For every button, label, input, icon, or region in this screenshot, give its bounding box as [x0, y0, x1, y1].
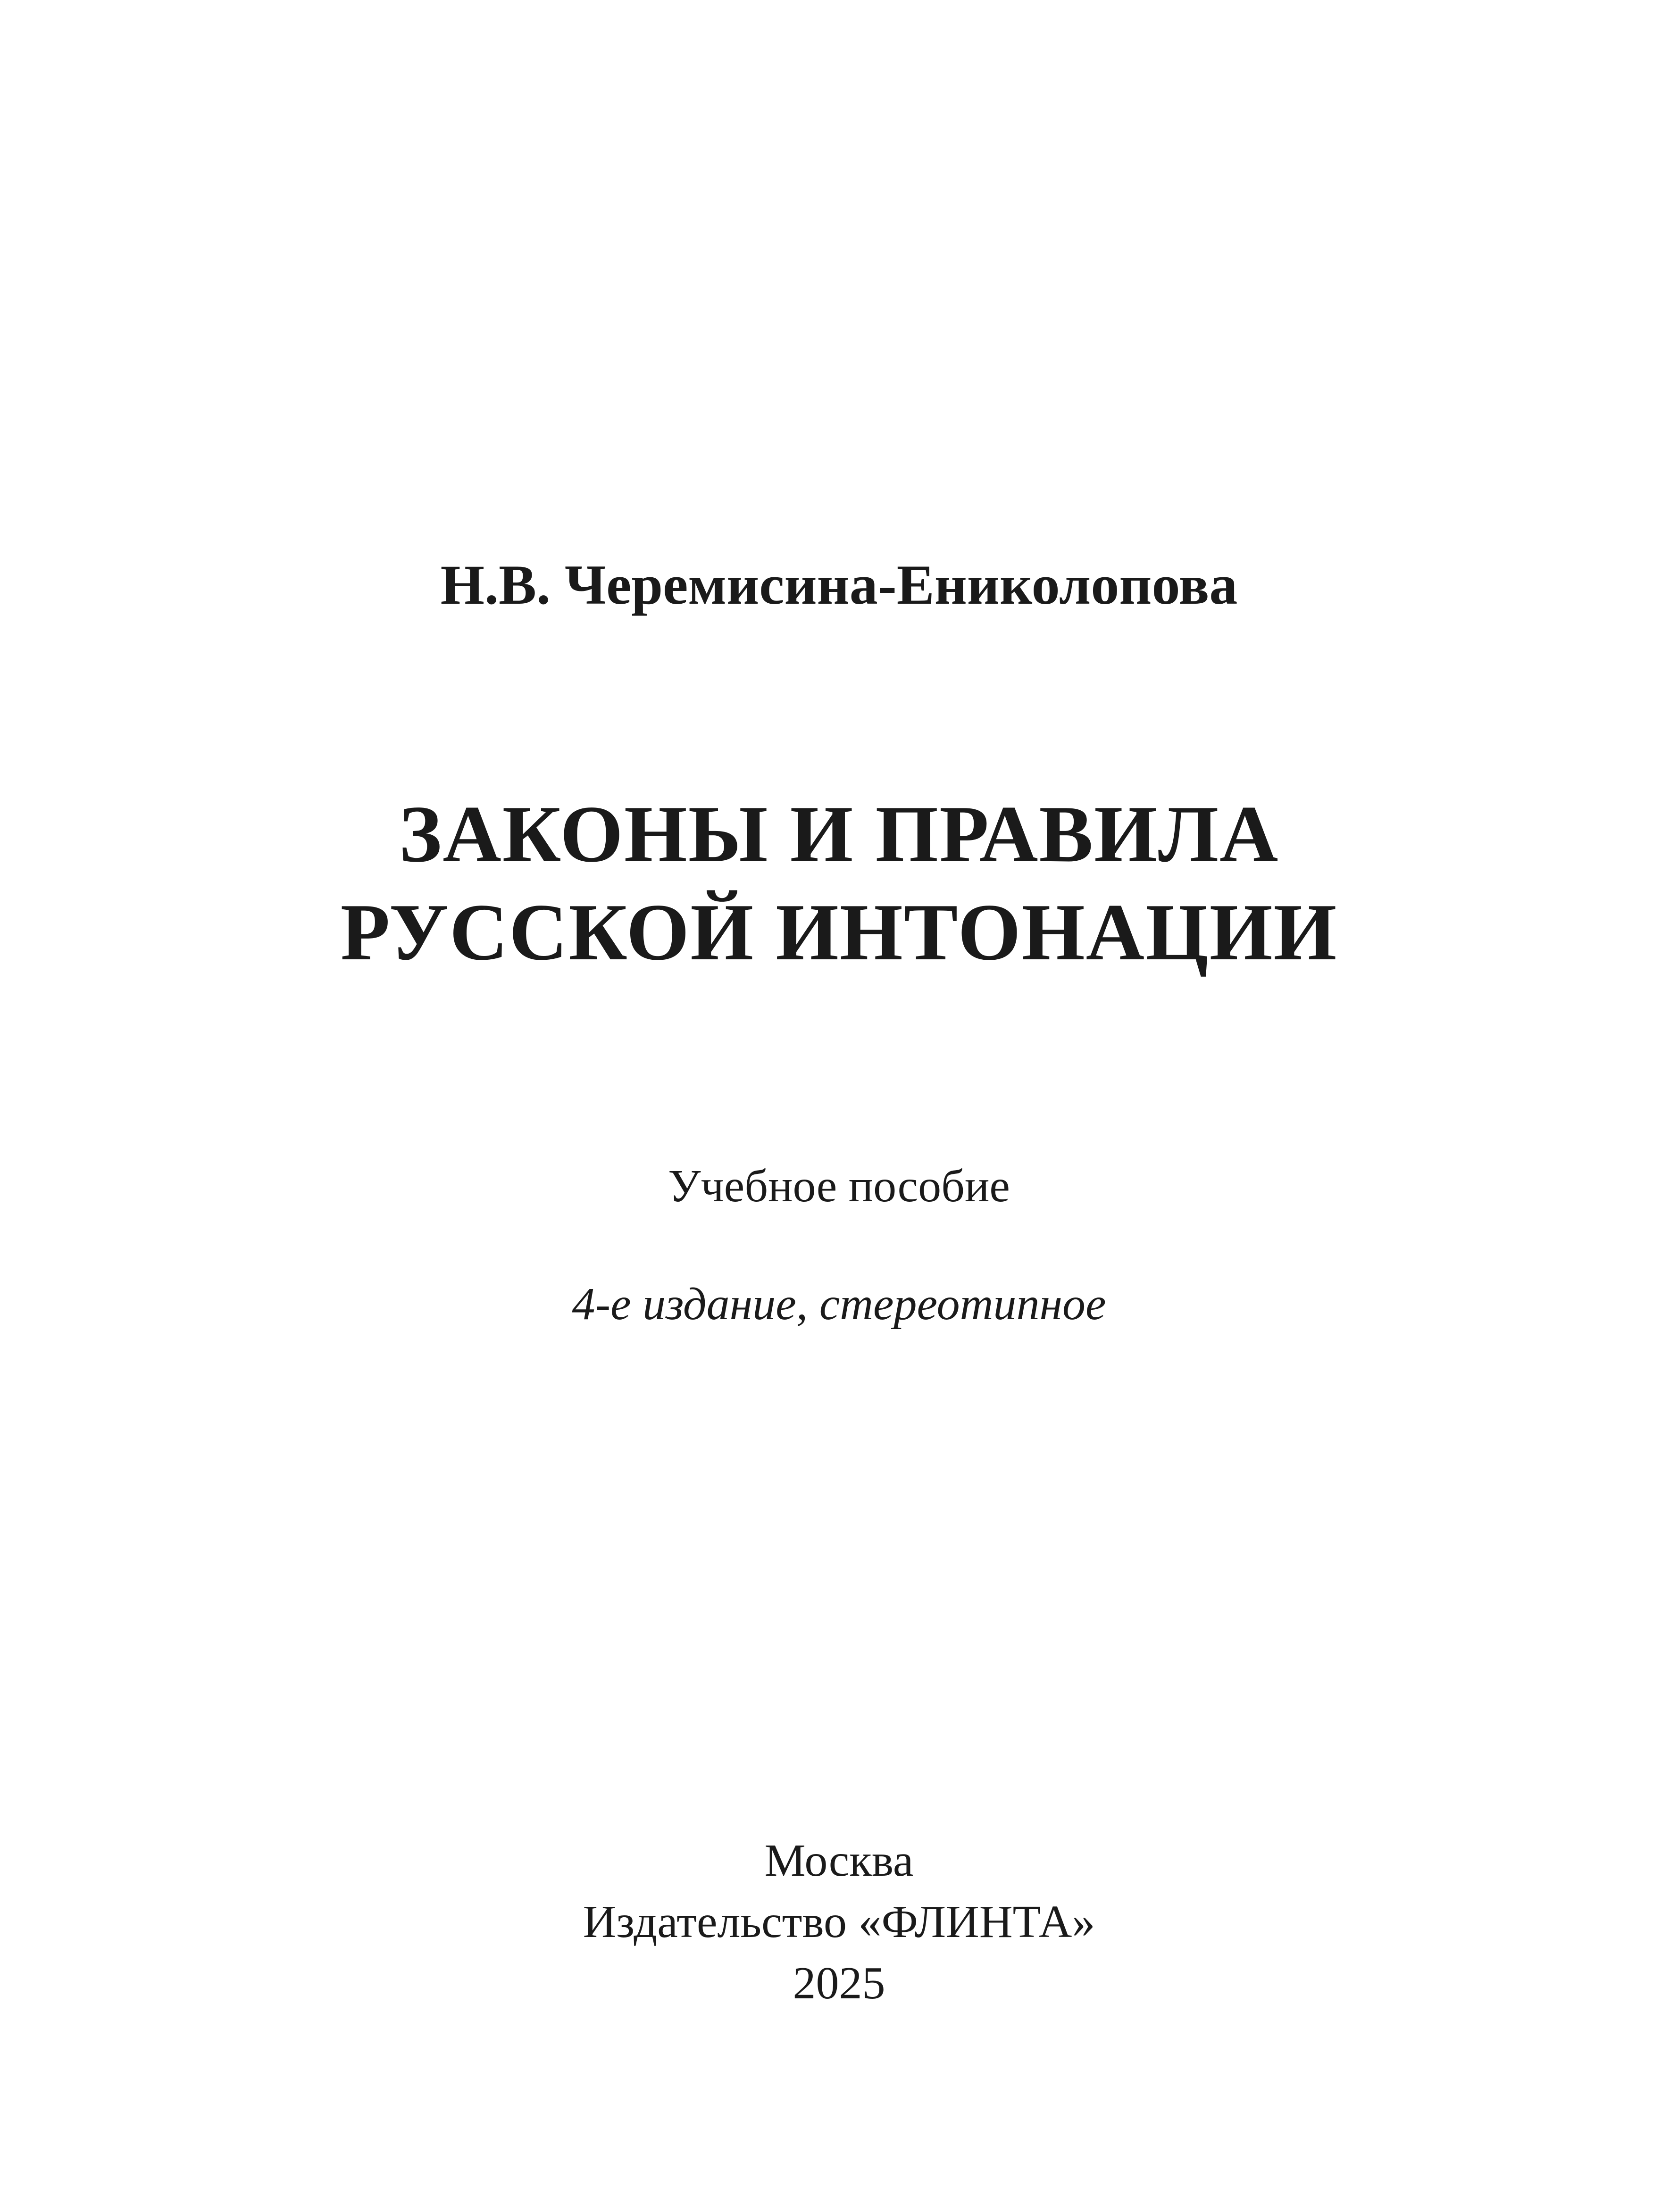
- book-title: [0, 785, 1678, 981]
- imprint-city: Москва: [764, 1835, 914, 1886]
- book-title-line-1: ЗАКОНЫ И ПРАВИЛА: [399, 790, 1279, 879]
- edition-note: 4-е издание, стереотипное: [572, 1279, 1106, 1330]
- imprint-publisher: Издательство «ФЛИНТА»: [583, 1896, 1095, 1947]
- publication-genre: Учебное пособие: [668, 1161, 1010, 1212]
- author-name: Н.В. Черемисина-Ениколопова: [440, 553, 1238, 616]
- imprint-year: 2025: [793, 1958, 885, 2009]
- book-title-line-2: РУССКОЙ ИНТОНАЦИИ: [340, 888, 1338, 977]
- imprint: [0, 1830, 1678, 2014]
